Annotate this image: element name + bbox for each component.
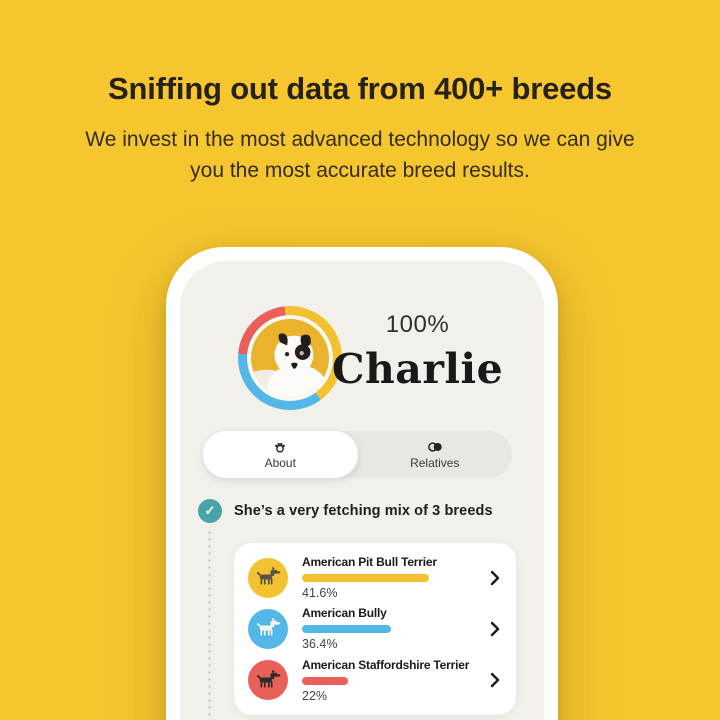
breed-bar — [302, 677, 348, 685]
breed-bar — [302, 574, 429, 582]
breed-avatar — [248, 609, 288, 649]
header — [0, 0, 720, 186]
breed-info — [302, 606, 488, 651]
chevron-right-icon[interactable] — [488, 621, 502, 637]
breed-ring — [238, 306, 342, 410]
chevron-right-icon[interactable] — [488, 570, 502, 586]
page-subtitle: We invest in the most advanced technology so we can give you the most accurate breed results. — [85, 128, 635, 182]
profile-text — [330, 311, 505, 393]
dog-photo-illustration — [251, 319, 329, 397]
tab-relatives-label: Relatives — [410, 456, 460, 470]
dog-name: Charlie — [331, 345, 504, 393]
breed-row[interactable] — [248, 658, 502, 703]
breed-percent: 36.4% — [302, 637, 338, 652]
match-percent: 100% — [385, 311, 450, 338]
tab-relatives[interactable] — [358, 431, 513, 478]
breed-percent: 22% — [302, 688, 328, 703]
paw-icon — [272, 439, 288, 454]
dog-icon — [255, 564, 282, 591]
page-title: Sniffing out data from 400+ breeds — [108, 71, 612, 106]
breed-name: American Staffordshire Terrier — [302, 657, 470, 672]
breed-info — [302, 555, 488, 600]
tab-about-label: About — [264, 456, 296, 470]
dog-icon — [255, 667, 282, 694]
phone-mockup — [166, 247, 558, 720]
breed-avatar — [248, 660, 288, 700]
breed-info — [302, 658, 488, 703]
chevron-right-icon[interactable] — [488, 672, 502, 688]
breed-avatar — [248, 558, 288, 598]
check-icon: ✓ — [198, 499, 222, 523]
breed-percent: 41.6% — [302, 586, 338, 601]
dog-photo — [251, 319, 329, 397]
breed-summary-text: She’s a very fetching mix of 3 breeds — [234, 503, 493, 519]
phone-screen — [180, 261, 544, 720]
dog-icon — [255, 615, 282, 642]
breed-row[interactable] — [248, 555, 502, 600]
tab-about[interactable] — [203, 431, 358, 478]
breed-name: American Bully — [302, 606, 387, 621]
breed-bar — [302, 625, 391, 633]
breed-row[interactable] — [248, 606, 502, 651]
breed-name: American Pit Bull Terrier — [302, 555, 437, 570]
timeline-dotted-line — [208, 529, 211, 720]
tab-bar — [203, 431, 512, 478]
breed-list-card — [234, 543, 516, 715]
relatives-icon — [425, 439, 445, 454]
breed-summary-row — [198, 499, 493, 523]
